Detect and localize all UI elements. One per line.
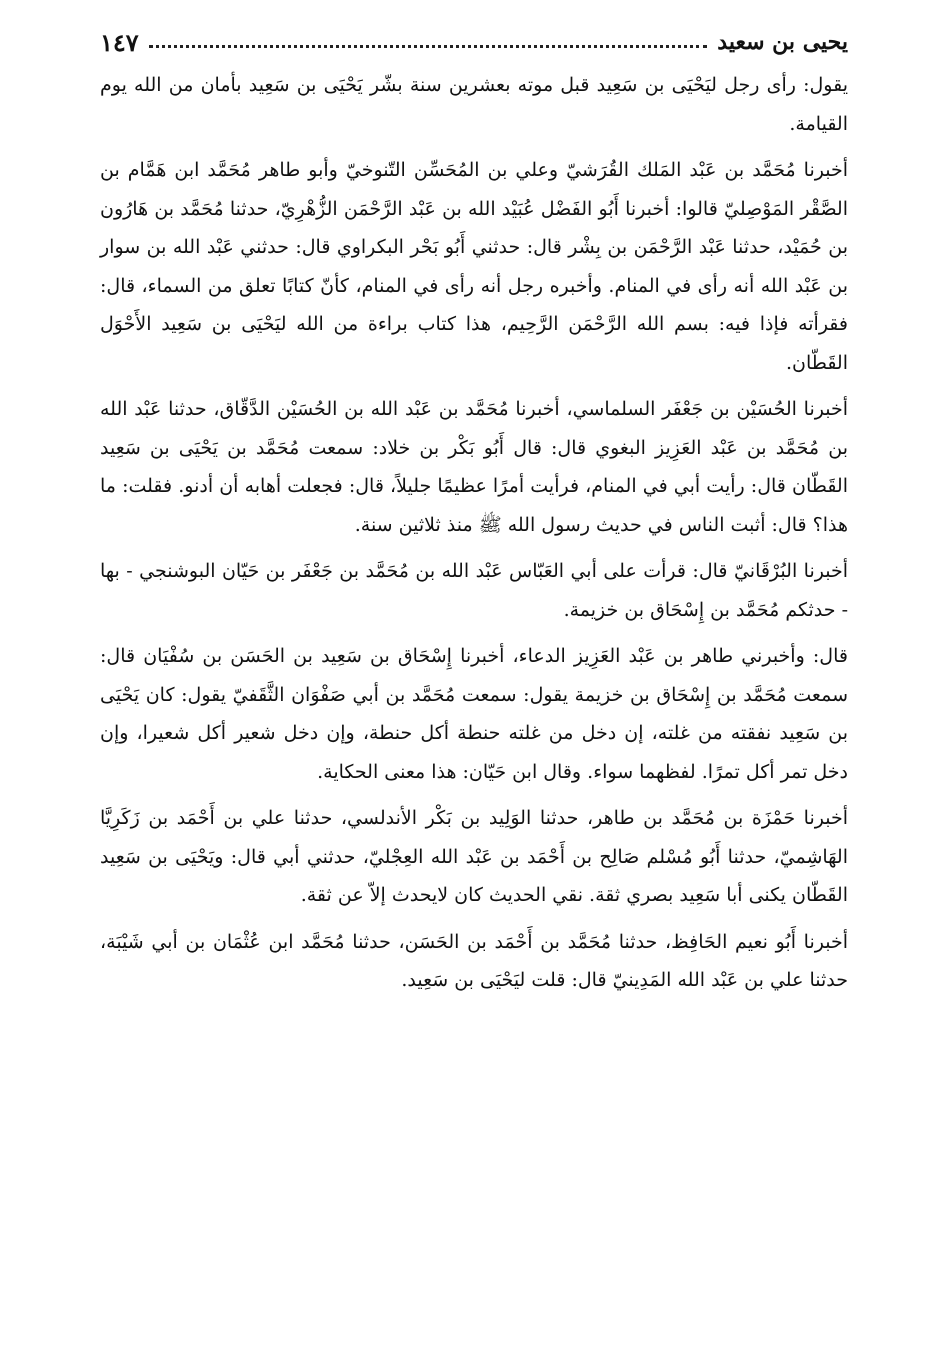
paragraph: قال: وأخبرني طاهر بن عَبْد العَزِيز الدعاء، أخبرنا إِسْحَاق بن سَعِيد بن الحَسَن بن سُفْيَان قال: سمعت مُحَمَّد بن إِسْحَاق بن خزيمة يقول: سمعت مُحَمَّد بن أبي صَفْوَان الثَّقَفيّ يقول: كان يَحْيَى بن سَعِيد نفقته من غلته، إن دخل من غلته حنطة أكل حنطة، وإن دخل شعير أكل شعيرا، وإن دخل تمر أكل تمرًا. لفظهما سواء. وقال ابن حَيّان: هذا معنى الحكاية.	[100, 645, 848, 783]
paragraph: أخبرنا الحُسَيْن بن جَعْفَر السلماسي، أخبرنا مُحَمَّد بن عَبْد الله بن الحُسَيْن الدَّقّاق، حدثنا عَبْد الله بن مُحَمَّد بن عَبْد العَزِيز البغوي قال: قال أَبُو بَكْر بن خلاد: سمعت مُحَمَّد بن يَحْيَى بن سَعِيد القَطّان قال: رأيت أبي في المنام، فرأيت أمرًا عظيمًا جليلاً، قال: فجعلت أهابه أن أدنو. فقلت: ما هذا؟ قال: أثبت الناس في حديث رسول الله ﷺ منذ ثلاثين سنة.	[100, 398, 848, 536]
running-header	[100, 22, 848, 62]
paragraph: أخبرنا البُرْقَانيّ قال: قرأت على أبي العَبّاس عَبْد الله بن مُحَمَّد بن جَعْفَر بن حَيّان البوشنجي - بها - حدثكم مُحَمَّد بن إِسْحَاق بن خزيمة.	[100, 560, 848, 621]
paragraph: يقول: رأى رجل ليَحْيَى بن سَعِيد قبل موته بعشرين سنة بشّر يَحْيَى بن سَعِيد بأمان من الله يوم القيامة.	[100, 74, 848, 135]
paragraph: أخبرنا أَبُو نعيم الحَافِظ، حدثنا مُحَمَّد بن أَحْمَد بن الحَسَن، حدثنا مُحَمَّد ابن عُثْمَان بن أبي شَيْبَة، حدثنا علي بن عَبْد الله المَدِينيّ قال: قلت ليَحْيَى بن سَعِيد.	[100, 930, 848, 991]
page-body	[100, 66, 848, 1000]
running-title: يحيى بن سعيد	[717, 29, 848, 55]
page-number: ١٤٧	[100, 27, 139, 57]
paragraph: أخبرنا مُحَمَّد بن عَبْد المَلك القُرَشيّ وعلي بن المُحَسِّن التّنوخيّ وأبو طاهر مُحَمَّد ابن هَمَّام بن الصَّقْر المَوْصِليّ قالوا: أخبرنا أَبُو الفَضْل عُبَيْد الله بن عَبْد الرَّحْمَن الزُّهْرِيّ، حدثنا مُحَمَّد بن هَارُون بن حُمَيْد، حدثنا عَبْد الرَّحْمَن بن بِشْر قال: حدثني أَبُو بَحْر البكراوي قال: حدثني عَبْد الله بن سوار بن عَبْد الله أنه رأى في المنام. وأخبره رجل أنه رأى في المنام، كأنّ كتابًا تعلق من السماء، قال: فقرأته فإذا فيه: بسم الله الرَّحْمَن الرَّحِيم، هذا كتاب براءة من الله ليَحْيَى بن سَعِيد الأَحْوَل القَطّان.	[100, 159, 848, 374]
paragraph: أخبرنا حَمْزَة بن مُحَمَّد بن طاهر، حدثنا الوَلِيد بن بَكْر الأندلسي، حدثنا علي بن أَحْمَد بن زَكَرِيَّا الهَاشِميّ، حدثنا أَبُو مُسْلم صَالِح بن أَحْمَد بن عَبْد الله العِجْليّ، حدثني أبي قال: ويَحْيَى بن سَعِيد القَطّان يكنى أبا سَعِيد بصري ثقة. نقي الحديث كان لايحدث إلاّ عن ثقة.	[100, 807, 848, 906]
header-dot-leader	[149, 45, 708, 48]
